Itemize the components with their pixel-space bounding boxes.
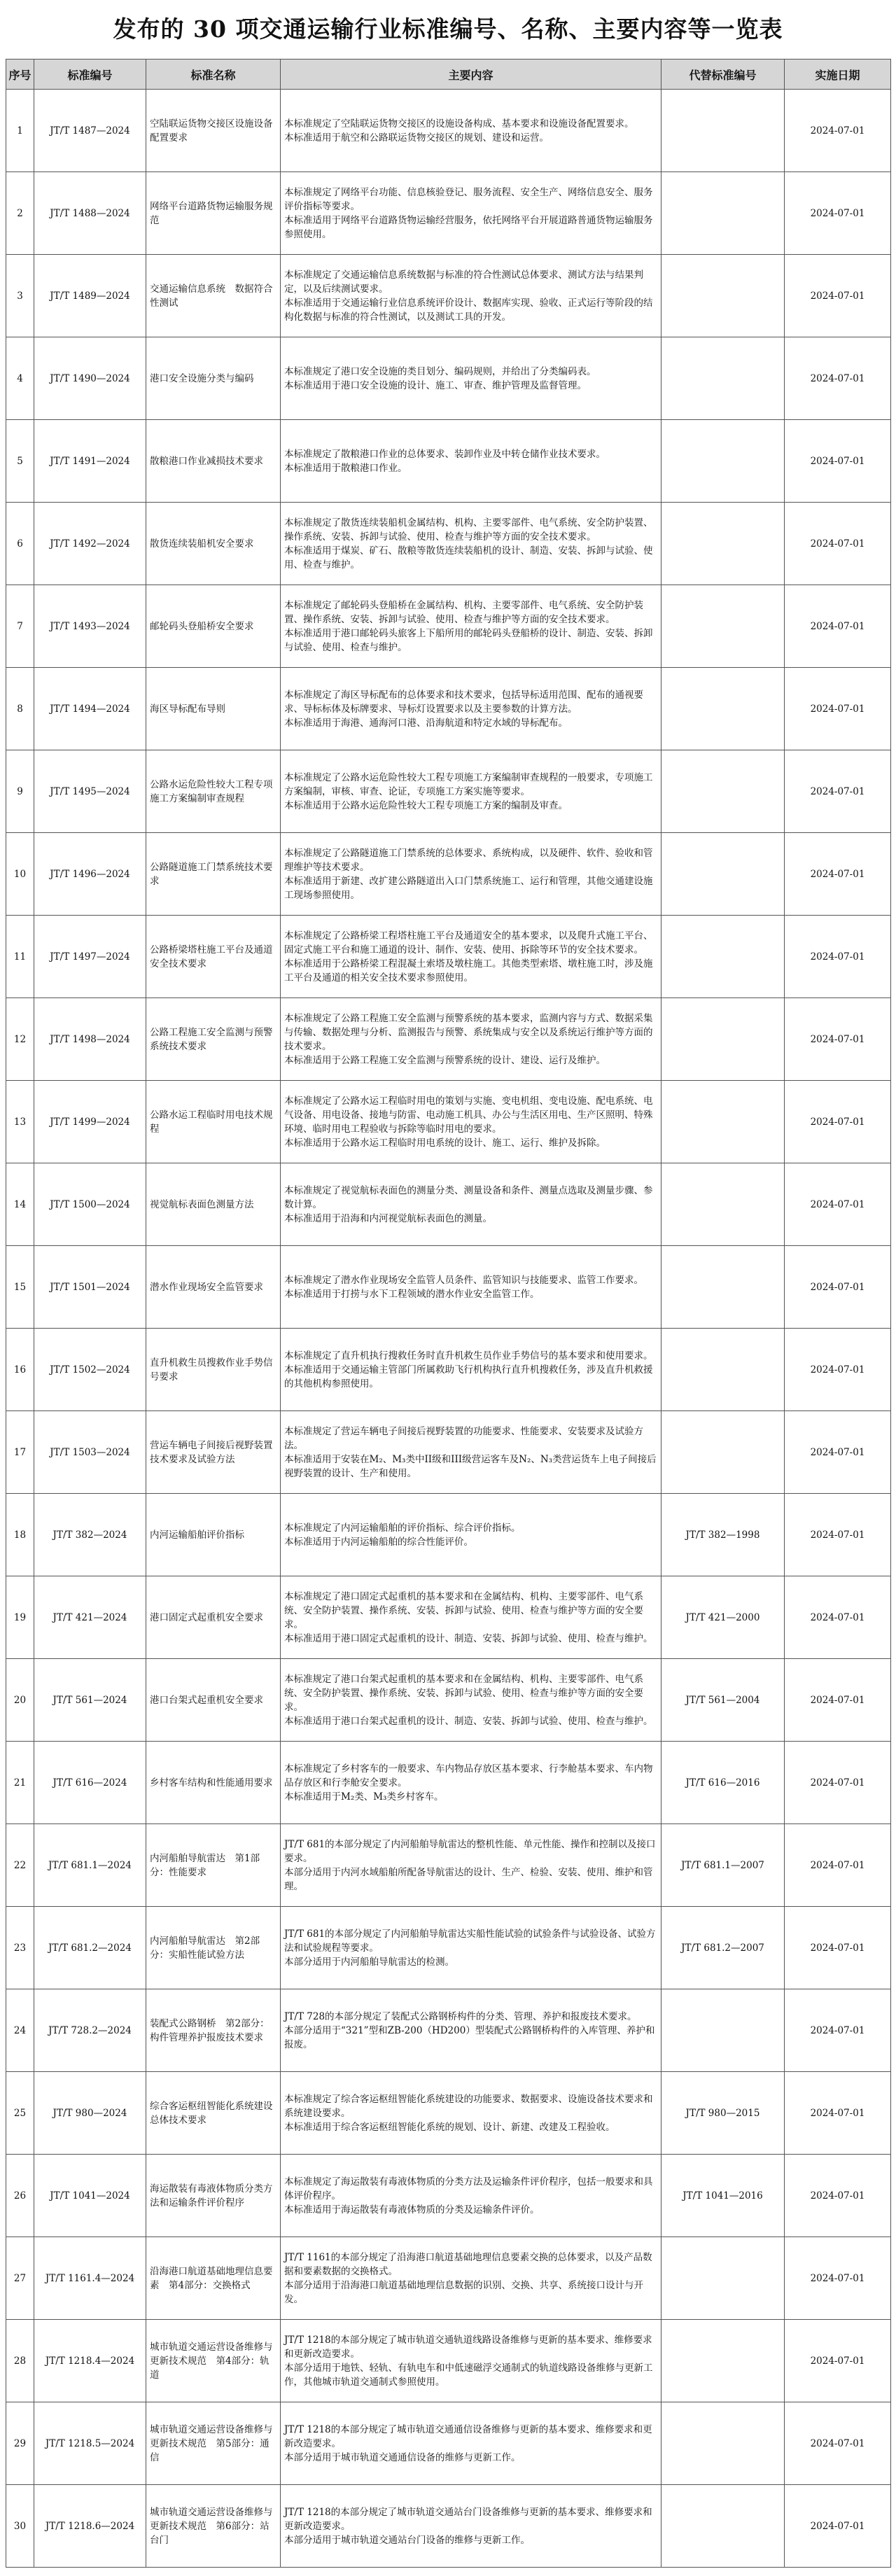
cell-implementation-date: 2024-07-01 [785,1989,891,2072]
cell-idx: 20 [6,1659,34,1742]
cell-standard-number: JT/T 1498—2024 [34,998,146,1081]
table-row [6,90,891,172]
table-row [6,255,891,337]
cell-main-content: JT/T 1218的本部分规定了城市轨道交通通信设备维修与更新的基本要求、维修要求和更新改造要求。 本部分适用于城市轨道交通通信设备的维修与更新工作。 [281,2402,662,2485]
table-row [6,1081,891,1163]
cell-standard-number: JT/T 1503—2024 [34,1411,146,1494]
cell-standard-name: 直升机救生员搜救作业手势信号要求 [146,1329,281,1411]
cell-idx: 15 [6,1246,34,1329]
cell-main-content: 本标准规定了交通运输信息系统数据与标准的符合性测试总体要求、测试方法与结果判定，以及后续测试要求。 本标准适用于交通运输行业信息系统评价设计、数据库实现、验收、正式运行等阶段的结构化数据与标准的符合性测试，以及测试工具的开发。 [281,255,662,337]
cell-standard-number: JT/T 1493—2024 [34,585,146,668]
cell-implementation-date: 2024-07-01 [785,420,891,503]
cell-implementation-date: 2024-07-01 [785,1659,891,1742]
table-row [6,2237,891,2320]
cell-standard-name: 公路工程施工安全监测与预警系统技术要求 [146,998,281,1081]
cell-implementation-date: 2024-07-01 [785,1576,891,1659]
cell-idx: 22 [6,1824,34,1907]
cell-standard-number: JT/T 421—2024 [34,1576,146,1659]
table-row [6,1659,891,1742]
cell-implementation-date: 2024-07-01 [785,2485,891,2568]
cell-implementation-date: 2024-07-01 [785,1742,891,1824]
table-row [6,2402,891,2485]
table-row [6,2155,891,2237]
table-row [6,1246,891,1329]
table-row [6,1163,891,1246]
cell-implementation-date: 2024-07-01 [785,90,891,172]
cell-main-content: 本标准规定了公路隧道施工门禁系统的总体要求、系统构成，以及硬件、软件、验收和管理维护等技术要求。 本标准适用于新建、改扩建公路隧道出入口门禁系统施工、运行和管理，其他交通建设施工现场参照使用。 [281,833,662,916]
cell-idx: 14 [6,1163,34,1246]
cell-implementation-date: 2024-07-01 [785,172,891,255]
table-row [6,1411,891,1494]
table-row [6,668,891,750]
cell-standard-name: 港口固定式起重机安全要求 [146,1576,281,1659]
cell-replaced-standard [662,1081,785,1163]
cell-idx: 11 [6,916,34,998]
cell-standard-name: 综合客运枢纽智能化系统建设总体技术要求 [146,2072,281,2155]
table-row [6,1329,891,1411]
cell-standard-number: JT/T 382—2024 [34,1494,146,1576]
cell-main-content: JT/T 728的本部分规定了装配式公路钢桥构件的分类、管理、养护和报废技术要求。 本部分适用于“321”型和ZB-200（HD200）型装配式公路钢桥构件的入库管理、养护和报废。 [281,1989,662,2072]
cell-main-content: 本标准规定了网络平台功能、信息核验登记、服务流程、安全生产、网络信息安全、服务评价指标等要求。 本标准适用于网络平台道路货物运输经营服务，依托网络平台开展道路普通货物运输服务参照使用。 [281,172,662,255]
cell-implementation-date: 2024-07-01 [785,503,891,585]
cell-replaced-standard: JT/T 681.1—2007 [662,1824,785,1907]
cell-implementation-date: 2024-07-01 [785,1246,891,1329]
cell-replaced-standard [662,172,785,255]
cell-replaced-standard [662,2237,785,2320]
cell-standard-number: JT/T 1501—2024 [34,1246,146,1329]
cell-main-content: 本标准规定了空陆联运货物交接区的设施设备构成、基本要求和设施设备配置要求。 本标准适用于航空和公路联运货物交接区的规划、建设和运营。 [281,90,662,172]
cell-idx: 23 [6,1907,34,1989]
cell-main-content: 本标准规定了公路桥梁工程塔柱施工平台及通道安全的基本要求，以及爬升式施工平台、固定式施工平台和施工通道的设计、制作、安装、使用、拆除等环节的安全技术要求。 本标准适用于公路桥梁工程混凝土索塔及墩柱施工。其他类型索塔、墩柱施工时，涉及施工平台及通道的相关安全技术要求参照使用。 [281,916,662,998]
cell-idx: 30 [6,2485,34,2568]
table-row [6,2320,891,2402]
standards-table [6,59,891,2568]
cell-main-content: 本标准规定了综合客运枢纽智能化系统建设的功能要求、数据要求、设施设备技术要求和系统建设要求。 本标准适用于综合客运枢纽智能化系统的规划、设计、新建、改建及工程验收。 [281,2072,662,2155]
header-content: 主要内容 [281,59,662,90]
cell-standard-name: 公路桥梁塔柱施工平台及通道安全技术要求 [146,916,281,998]
cell-standard-number: JT/T 1489—2024 [34,255,146,337]
cell-replaced-standard [662,585,785,668]
cell-main-content: 本标准规定了公路水运工程临时用电的策划与实施、变电机组、变电设施、配电系统、电气设备、用电设备、接地与防雷、电动施工机具、办公与生活区用电、生产区照明、特殊环境、临时用电工程验收与拆除等临时用电的要求。 本标准适用于公路水运工程临时用电系统的设计、施工、运行、维护及拆除。 [281,1081,662,1163]
cell-replaced-standard [662,255,785,337]
cell-replaced-standard: JT/T 616—2016 [662,1742,785,1824]
cell-implementation-date: 2024-07-01 [785,255,891,337]
cell-implementation-date: 2024-07-01 [785,668,891,750]
cell-implementation-date: 2024-07-01 [785,1411,891,1494]
table-row [6,833,891,916]
cell-standard-name: 网络平台道路货物运输服务规范 [146,172,281,255]
cell-main-content: JT/T 1218的本部分规定了城市轨道交通站台门设备维修与更新的基本要求、维修要求和更新改造要求。 本部分适用于城市轨道交通站台门设备的维修与更新工作。 [281,2485,662,2568]
cell-standard-number: JT/T 1487—2024 [34,90,146,172]
cell-implementation-date: 2024-07-01 [785,337,891,420]
cell-implementation-date: 2024-07-01 [785,1907,891,1989]
cell-standard-number: JT/T 1041—2024 [34,2155,146,2237]
cell-replaced-standard [662,1246,785,1329]
cell-main-content: 本标准规定了散货连续装船机金属结构、机构、主要零部件、电气系统、安全防护装置、操作系统、安装、拆卸与试验、使用、检查与维护等方面的安全技术要求。 本标准适用于煤炭、矿石、散粮等散货连续装船机的设计、制造、安装、拆卸与试验、使用、检查与维护。 [281,503,662,585]
cell-replaced-standard [662,833,785,916]
cell-implementation-date: 2024-07-01 [785,2072,891,2155]
cell-replaced-standard [662,2485,785,2568]
cell-standard-name: 公路水运危险性较大工程专项施工方案编制审查规程 [146,750,281,833]
cell-main-content: 本标准规定了乡村客车的一般要求、车内物品存放区基本要求、行李舱基本要求、车内物品存放区和行李舱安全要求。 本标准适用于M₂类、M₃类乡村客车。 [281,1742,662,1824]
cell-standard-name: 散粮港口作业减损技术要求 [146,420,281,503]
table-row [6,585,891,668]
table-row [6,337,891,420]
cell-idx: 25 [6,2072,34,2155]
cell-replaced-standard [662,2320,785,2402]
cell-main-content: 本标准规定了邮轮码头登船桥在金属结构、机构、主要零部件、电气系统、安全防护装置、操作系统、安装、拆卸与试验、使用、检查与维护等方面的安全技术要求。 本标准适用于港口邮轮码头旅客上下船所用的邮轮码头登船桥的设计、制造、安装、拆卸与试验、使用、检查与维护。 [281,585,662,668]
cell-replaced-standard [662,998,785,1081]
cell-standard-name: 内河船舶导航雷达 第1部分：性能要求 [146,1824,281,1907]
document-title: 发布的 30 项交通运输行业标准编号、名称、主要内容等一览表 [113,15,783,43]
cell-main-content: JT/T 681的本部分规定了内河船舶导航雷达实船性能试验的试验条件与试验设备、试验方法和试验规程等要求。 本部分适用于内河船舶导航雷达的检测。 [281,1907,662,1989]
cell-idx: 4 [6,337,34,420]
cell-standard-number: JT/T 1499—2024 [34,1081,146,1163]
cell-implementation-date: 2024-07-01 [785,1824,891,1907]
table-row [6,420,891,503]
table-row [6,916,891,998]
header-std-no: 标准编号 [34,59,146,90]
cell-standard-name: 沿海港口航道基础地理信息要素 第4部分：交换格式 [146,2237,281,2320]
cell-idx: 9 [6,750,34,833]
cell-main-content: 本标准规定了海区导标配布的总体要求和技术要求，包括导标适用范围、配布的通视要求、导标标体及标牌要求、导标灯设置要求以及主要参数的计算方法。 本标准适用于海港、通海河口港、沿海航道和特定水域的导标配布。 [281,668,662,750]
cell-standard-number: JT/T 1218.5—2024 [34,2402,146,2485]
cell-replaced-standard [662,1329,785,1411]
cell-implementation-date: 2024-07-01 [785,2237,891,2320]
cell-replaced-standard [662,750,785,833]
cell-replaced-standard: JT/T 382—1998 [662,1494,785,1576]
cell-standard-name: 公路水运工程临时用电技术规程 [146,1081,281,1163]
cell-standard-number: JT/T 1161.4—2024 [34,2237,146,2320]
cell-standard-name: 港口安全设施分类与编码 [146,337,281,420]
cell-standard-name: 装配式公路钢桥 第2部分：构件管理养护报废技术要求 [146,1989,281,2072]
cell-main-content: 本标准规定了潜水作业现场安全监管人员条件、监管知识与技能要求、监管工作要求。 本标准适用于打捞与水下工程领域的潜水作业安全监管工作。 [281,1246,662,1329]
cell-standard-name: 营运车辆电子间接后视野装置技术要求及试验方法 [146,1411,281,1494]
table-row [6,503,891,585]
cell-idx: 2 [6,172,34,255]
cell-main-content: 本标准规定了内河运输船舶的评价指标、综合评价指标。 本标准适用于内河运输船舶的综合性能评价。 [281,1494,662,1576]
cell-idx: 8 [6,668,34,750]
cell-standard-number: JT/T 1496—2024 [34,833,146,916]
cell-standard-name: 海区导标配布导则 [146,668,281,750]
cell-replaced-standard [662,2402,785,2485]
cell-implementation-date: 2024-07-01 [785,2402,891,2485]
cell-standard-name: 城市轨道交通运营设备维修与更新技术规范 第5部分：通信 [146,2402,281,2485]
cell-idx: 27 [6,2237,34,2320]
header-idx: 序号 [6,59,34,90]
cell-replaced-standard [662,337,785,420]
cell-standard-number: JT/T 1490—2024 [34,337,146,420]
header-name: 标准名称 [146,59,281,90]
cell-standard-name: 城市轨道交通运营设备维修与更新技术规范 第6部分：站台门 [146,2485,281,2568]
cell-standard-number: JT/T 681.2—2024 [34,1907,146,1989]
cell-standard-number: JT/T 1492—2024 [34,503,146,585]
cell-replaced-standard [662,916,785,998]
cell-idx: 21 [6,1742,34,1824]
cell-replaced-standard [662,420,785,503]
cell-standard-name: 潜水作业现场安全监管要求 [146,1246,281,1329]
cell-implementation-date: 2024-07-01 [785,2155,891,2237]
cell-main-content: 本标准规定了港口台架式起重机的基本要求和在金属结构、机构、主要零部件、电气系统、安全防护装置、操作系统、安装、拆卸与试验、使用、检查与维护等方面的安全要求。 本标准适用于港口台架式起重机的设计、制造、安装、拆卸与试验、使用、检查与维护。 [281,1659,662,1742]
header-date: 实施日期 [785,59,891,90]
cell-standard-number: JT/T 616—2024 [34,1742,146,1824]
cell-replaced-standard: JT/T 980—2015 [662,2072,785,2155]
table-row [6,2485,891,2568]
cell-idx: 12 [6,998,34,1081]
cell-main-content: JT/T 1218的本部分规定了城市轨道交通轨道线路设备维修与更新的基本要求、维修要求和更新改造要求。 本部分适用于地铁、轻轨、有轨电车和中低速磁浮交通制式的轨道线路设备维修与更新工作，其他城市轨道交通制式参照使用。 [281,2320,662,2402]
cell-idx: 7 [6,585,34,668]
cell-replaced-standard [662,1163,785,1246]
cell-standard-name: 港口台架式起重机安全要求 [146,1659,281,1742]
cell-standard-name: 交通运输信息系统 数据符合性测试 [146,255,281,337]
cell-implementation-date: 2024-07-01 [785,1494,891,1576]
cell-standard-number: JT/T 1497—2024 [34,916,146,998]
table-row [6,172,891,255]
cell-implementation-date: 2024-07-01 [785,1081,891,1163]
cell-idx: 10 [6,833,34,916]
table-row [6,998,891,1081]
cell-main-content: 本标准规定了海运散装有毒液体物质的分类方法及运输条件评价程序，包括一般要求和具体评价程序。 本标准适用于海运散装有毒液体物质的分类及运输条件评价。 [281,2155,662,2237]
cell-standard-name: 空陆联运货物交接区设施设备配置要求 [146,90,281,172]
cell-standard-number: JT/T 1502—2024 [34,1329,146,1411]
cell-idx: 18 [6,1494,34,1576]
table-row [6,1907,891,1989]
cell-standard-name: 城市轨道交通运营设备维修与更新技术规范 第4部分：轨道 [146,2320,281,2402]
table-row [6,1576,891,1659]
cell-replaced-standard [662,90,785,172]
cell-replaced-standard [662,503,785,585]
cell-main-content: 本标准规定了港口固定式起重机的基本要求和在金属结构、机构、主要零部件、电气系统、安全防护装置、操作系统、安装、拆卸与试验、使用、检查与维护等方面的安全要求。 本标准适用于港口固定式起重机的设计、制造、安装、拆卸与试验、使用、检查与维护。 [281,1576,662,1659]
cell-idx: 28 [6,2320,34,2402]
cell-main-content: JT/T 681的本部分规定了内河船舶导航雷达的整机性能、单元性能、操作和控制以及接口要求。 本部分适用于内河水域船舶所配备导航雷达的设计、生产、检验、安装、使用、维护和管理。 [281,1824,662,1907]
table-row [6,750,891,833]
cell-implementation-date: 2024-07-01 [785,998,891,1081]
cell-idx: 3 [6,255,34,337]
cell-standard-number: JT/T 1488—2024 [34,172,146,255]
cell-standard-name: 海运散装有毒液体物质分类方法和运输条件评价程序 [146,2155,281,2237]
cell-standard-name: 内河运输船舶评价指标 [146,1494,281,1576]
cell-standard-name: 邮轮码头登船桥安全要求 [146,585,281,668]
cell-main-content: 本标准规定了散粮港口作业的总体要求、装卸作业及中转仓储作业技术要求。 本标准适用于散粮港口作业。 [281,420,662,503]
cell-idx: 24 [6,1989,34,2072]
cell-implementation-date: 2024-07-01 [785,750,891,833]
cell-replaced-standard: JT/T 561—2004 [662,1659,785,1742]
cell-standard-name: 内河船舶导航雷达 第2部分：实船性能试验方法 [146,1907,281,1989]
cell-implementation-date: 2024-07-01 [785,916,891,998]
cell-standard-number: JT/T 1495—2024 [34,750,146,833]
table-row [6,1494,891,1576]
cell-standard-name: 视觉航标表面色测量方法 [146,1163,281,1246]
cell-main-content: 本标准规定了营运车辆电子间接后视野装置的功能要求、性能要求、安装要求及试验方法。 本标准适用于安装在M₂、M₃类中II级和III级营运客车及N₂、N₃类营运货车上电子间接后视野装置的设计、生产和使用。 [281,1411,662,1494]
cell-implementation-date: 2024-07-01 [785,1329,891,1411]
cell-implementation-date: 2024-07-01 [785,833,891,916]
cell-idx: 16 [6,1329,34,1411]
cell-standard-number: JT/T 728.2—2024 [34,1989,146,2072]
table-body [6,90,891,2568]
cell-standard-number: JT/T 1500—2024 [34,1163,146,1246]
cell-standard-number: JT/T 1494—2024 [34,668,146,750]
header-replaced: 代替标准编号 [662,59,785,90]
cell-replaced-standard [662,1411,785,1494]
cell-implementation-date: 2024-07-01 [785,1163,891,1246]
cell-idx: 19 [6,1576,34,1659]
cell-main-content: 本标准规定了视觉航标表面色的测量分类、测量设备和条件、测量点选取及测量步骤、参数计算。 本标准适用于沿海和内河视觉航标表面色的测量。 [281,1163,662,1246]
cell-standard-number: JT/T 1218.4—2024 [34,2320,146,2402]
table-row [6,1989,891,2072]
cell-implementation-date: 2024-07-01 [785,585,891,668]
cell-standard-name: 乡村客车结构和性能通用要求 [146,1742,281,1824]
cell-replaced-standard: JT/T 421—2000 [662,1576,785,1659]
cell-idx: 1 [6,90,34,172]
cell-main-content: 本标准规定了港口安全设施的类目划分、编码规则，并给出了分类编码表。 本标准适用于港口安全设施的设计、施工、审查、维护管理及监督管理。 [281,337,662,420]
cell-standard-name: 散货连续装船机安全要求 [146,503,281,585]
cell-main-content: JT/T 1161的本部分规定了沿海港口航道基础地理信息要素交换的总体要求，以及产品数据和要素数据的交换格式。 本部分适用于沿海港口航道基础地理信息数据的识别、交换、共享、系统接口设计与开发。 [281,2237,662,2320]
cell-standard-number: JT/T 1491—2024 [34,420,146,503]
cell-standard-number: JT/T 561—2024 [34,1659,146,1742]
cell-replaced-standard: JT/T 1041—2016 [662,2155,785,2237]
cell-implementation-date: 2024-07-01 [785,2320,891,2402]
cell-idx: 17 [6,1411,34,1494]
table-row [6,1742,891,1824]
header-row [6,59,891,90]
cell-standard-name: 公路隧道施工门禁系统技术要求 [146,833,281,916]
cell-idx: 5 [6,420,34,503]
table-row [6,2072,891,2155]
cell-replaced-standard [662,1989,785,2072]
cell-replaced-standard: JT/T 681.2—2007 [662,1907,785,1989]
cell-idx: 6 [6,503,34,585]
cell-idx: 26 [6,2155,34,2237]
cell-idx: 29 [6,2402,34,2485]
cell-main-content: 本标准规定了公路水运危险性较大工程专项施工方案编制审查规程的一般要求，专项施工方案编制，审核、审查、论证，专项施工方案实施等要求。 本标准适用于公路水运危险性较大工程专项施工方案的编制及审查。 [281,750,662,833]
cell-standard-number: JT/T 681.1—2024 [34,1824,146,1907]
table-row [6,1824,891,1907]
cell-main-content: 本标准规定了直升机执行搜救任务时直升机救生员作业手势信号的基本要求和使用要求。 本标准适用于交通运输主管部门所属救助飞行机构执行直升机搜救任务，涉及直升机救援的其他机构参照使用。 [281,1329,662,1411]
cell-standard-number: JT/T 1218.6—2024 [34,2485,146,2568]
cell-main-content: 本标准规定了公路工程施工安全监测与预警系统的基本要求，监测内容与方式、数据采集与传输、数据处理与分析、监测报告与预警、系统集成与安全以及系统运行维护等方面的技术要求。 本标准适用于公路工程施工安全监测与预警系统的设计、建设、运行及维护。 [281,998,662,1081]
cell-idx: 13 [6,1081,34,1163]
cell-replaced-standard [662,668,785,750]
cell-standard-number: JT/T 980—2024 [34,2072,146,2155]
